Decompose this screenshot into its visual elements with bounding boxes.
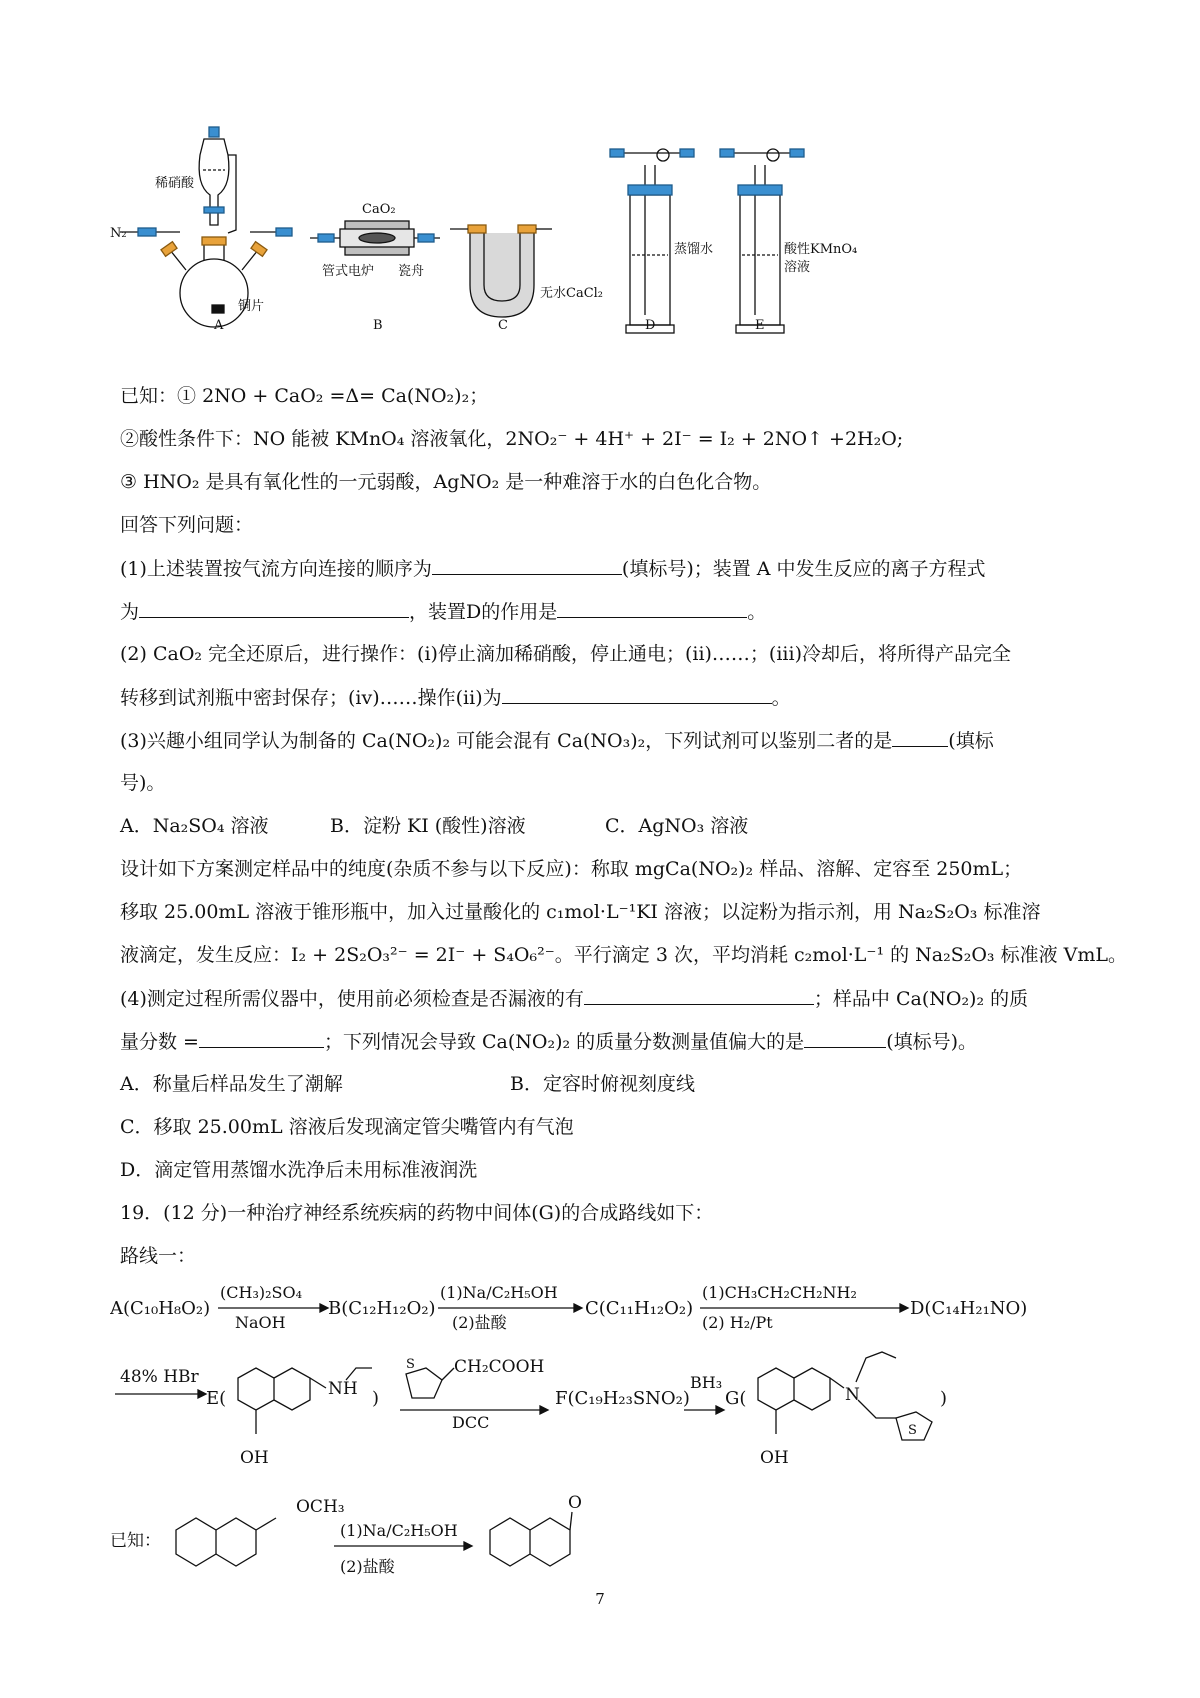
known-reagent-top: (1)Na/C₂H₅OH xyxy=(340,1521,458,1540)
reagent-2-top: (1)Na/C₂H₅OH xyxy=(440,1283,558,1302)
answer-blank-q1-order[interactable] xyxy=(432,554,622,575)
flask-right-neck xyxy=(242,250,258,270)
label-kmno4-line2: 溶液 xyxy=(784,260,811,275)
answer-blank-q4-choice[interactable] xyxy=(804,1027,886,1048)
compound-g-label: G( xyxy=(725,1388,747,1409)
compound-d: D(C₁₄H₂₁NO) xyxy=(910,1298,1028,1319)
question-4-options-ab xyxy=(120,1070,695,1098)
flask-left-neck xyxy=(170,250,186,270)
compound-a: A(C₁₀H₈O₂) xyxy=(110,1298,211,1319)
question-1-line-2: 为 ，装置D的作用是 。 xyxy=(120,597,766,626)
known-ketone-o: O xyxy=(568,1493,582,1513)
g-n-label: N xyxy=(845,1385,860,1405)
tetralone-ring-2 xyxy=(530,1518,570,1566)
g-thiophene-s-label: S xyxy=(908,1423,917,1438)
reagent-3-top: (1)CH₃CH₂CH₂NH₂ xyxy=(702,1283,857,1302)
compound-b: B(C₁₂H₁₂O₂) xyxy=(328,1298,436,1319)
design-line-3: 液滴定，发生反应：I₂ + 2S₂O₃²⁻ = 2I⁻ + S₄O₆²⁻。平行滴定 3 次，平均消耗 c₂mol·L⁻¹ 的 Na₂S₂O₃ 标准液 VmL。 xyxy=(120,944,1127,966)
g-oh-label: OH xyxy=(760,1448,789,1468)
reagent-4-top: 48% HBr xyxy=(120,1367,199,1387)
route-row-1 xyxy=(110,1276,1070,1336)
route-label: 路线一： xyxy=(120,1245,197,1267)
label-n2: N₂ xyxy=(110,226,127,241)
copper-piece xyxy=(212,305,224,313)
letter-d: D xyxy=(645,318,656,333)
question-4-line-2: 量分数 = ；下列情况会导致 Ca(NO₂)₂ 的质量分数测量值偏大的是 (填标号)。 xyxy=(120,1027,977,1056)
thiophene-ring xyxy=(406,1368,442,1398)
question-3-options xyxy=(120,812,748,840)
compound-e-label: E( xyxy=(206,1388,227,1409)
letter-c: C xyxy=(498,318,508,333)
naphthalene-ring-1 xyxy=(176,1518,216,1566)
apparatus-figure xyxy=(100,125,880,375)
answer-blank-q4-fraction[interactable] xyxy=(199,1027,324,1048)
naphthalene-ring-2 xyxy=(216,1518,256,1566)
question-3-line-1: (3)兴趣小组同学认为制备的 Ca(NO₂)₂ 可能会混有 Ca(NO₃)₂，下列试剂可以鉴别二者的是 (填标 xyxy=(120,726,994,755)
u-tube xyxy=(470,233,534,317)
answer-blank-q3[interactable] xyxy=(892,726,948,747)
letter-e: E xyxy=(755,318,765,333)
stopcock-a xyxy=(204,207,224,213)
design-line-1: 设计如下方案测定样品中的纯度(杂质不参与以下反应)：称取 mgCa(NO₂)₂ 样品、溶解、定容至 250mL； xyxy=(120,858,1023,880)
known-och3: OCH₃ xyxy=(296,1497,345,1517)
compound-f: F(C₁₉H₂₃SNO₂) xyxy=(555,1388,690,1409)
reagent-5-bottom: DCC xyxy=(452,1413,490,1432)
question-4-line-1: (4)测定过程所需仪器中，使用前必须检查是否漏液的有 ；样品中 Ca(NO₂)₂ 的质 xyxy=(120,984,1028,1013)
thiophene-s-label: S xyxy=(406,1357,415,1372)
known-reagent-bottom: (2)盐酸 xyxy=(340,1557,395,1576)
option-4a[interactable]: A．称量后样品发生了潮解 xyxy=(120,1073,343,1095)
page-number: 7 xyxy=(595,1590,605,1608)
question-19-title: 19．(12 分)一种治疗神经系统疾病的药物中间体(G)的合成路线如下： xyxy=(120,1202,714,1224)
porcelain-boat xyxy=(359,233,395,243)
wash-bottle-d xyxy=(630,195,670,325)
known-line-3: ③ HNO₂ 是具有氧化性的一元弱酸，AgNO₂ 是一种难溶于水的白色化合物。 xyxy=(120,471,772,493)
label-water: 蒸馏水 xyxy=(674,242,714,257)
question-2-line-2: 转移到试剂瓶中密封保存；(iv)……操作(ii)为 。 xyxy=(120,683,791,712)
answer-blank-q1-role[interactable] xyxy=(557,597,747,618)
compound-g-close: ) xyxy=(940,1388,948,1409)
tetralone-ring-1 xyxy=(490,1518,530,1566)
e-nh-label: NH xyxy=(328,1379,358,1399)
answer-blank-q4-instruments[interactable] xyxy=(584,984,814,1005)
answer-intro: 回答下列问题： xyxy=(120,514,254,536)
n2-valve xyxy=(138,228,156,236)
question-3-line-2: 号)。 xyxy=(120,772,166,794)
known-label: 已知： xyxy=(110,1531,161,1551)
known-line-2: ②酸性条件下：NO 能被 KMnO₄ 溶液氧化，2NO₂⁻ + 4H⁺ + 2I⁻ = I₂ + 2NO↑ +2H₂O; xyxy=(120,428,904,450)
reagent-2-bottom: (2)盐酸 xyxy=(452,1313,507,1332)
e-aromatic-ring xyxy=(238,1368,274,1410)
option-3c[interactable]: C．AgNO₃ 溶液 xyxy=(605,815,749,837)
label-boat: 瓷舟 xyxy=(398,264,425,279)
option-3a[interactable]: A．Na₂SO₄ 溶液 xyxy=(120,815,269,837)
wash-bottle-e xyxy=(740,195,780,325)
letter-b: B xyxy=(373,318,383,333)
answer-blank-q2[interactable] xyxy=(502,683,772,704)
reagent-5-top: CH₂COOH xyxy=(454,1357,545,1377)
route-row-2 xyxy=(110,1338,1070,1483)
label-cacl2: 无水CaCl₂ xyxy=(540,286,604,301)
reagent-6-top: BH₃ xyxy=(690,1373,723,1392)
answer-blank-q1-equation[interactable] xyxy=(139,597,409,618)
reagent-1-top: (CH₃)₂SO₄ xyxy=(220,1283,302,1302)
design-line-2: 移取 25.00mL 溶液于锥形瓶中，加入过量酸化的 c₁mol·L⁻¹KI 溶液；以淀粉为指示剂，用 Na₂S₂O₃ 标准溶 xyxy=(120,901,1041,923)
option-3b[interactable]: B．淀粉 KI (酸性)溶液 xyxy=(330,815,526,837)
question-1-line-1: (1)上述装置按气流方向连接的顺序为 (填标号)；装置 A 中发生反应的离子方程式 xyxy=(120,554,986,583)
g-aromatic-ring xyxy=(758,1368,794,1410)
label-nitric-acid: 稀硝酸 xyxy=(155,176,195,191)
compound-c: C(C₁₁H₁₂O₂) xyxy=(585,1298,694,1319)
reagent-1-bottom: NaOH xyxy=(235,1313,286,1332)
reagent-3-bottom: (2) H₂/Pt xyxy=(702,1313,773,1332)
funnel-stopper xyxy=(209,127,219,137)
e-oh-label: OH xyxy=(240,1448,269,1468)
letter-a: A xyxy=(214,318,224,333)
flask-a xyxy=(180,259,248,327)
known-reaction xyxy=(110,1490,730,1580)
label-cao2: CaO₂ xyxy=(362,202,396,217)
option-4b[interactable]: B．定容时俯视刻度线 xyxy=(510,1073,695,1095)
label-furnace: 管式电炉 xyxy=(322,264,375,279)
known-line-1: 已知：① 2NO + CaO₂ =Δ= Ca(NO₂)₂； xyxy=(120,385,489,407)
option-4d[interactable]: D．滴定管用蒸馏水洗净后未用标准液润洗 xyxy=(120,1159,478,1181)
option-4c[interactable]: C．移取 25.00mL 溶液后发现滴定管尖嘴管内有气泡 xyxy=(120,1116,574,1138)
question-2-line-1: (2) CaO₂ 完全还原后，进行操作：(i)停止滴加稀硝酸，停止通电；(ii)……；(iii)冷却后，将所得产品完全 xyxy=(120,643,1011,665)
label-copper: 铜片 xyxy=(238,299,265,314)
compound-e-close: ) xyxy=(372,1388,380,1409)
label-kmno4-line1: 酸性KMnO₄ xyxy=(784,242,858,257)
